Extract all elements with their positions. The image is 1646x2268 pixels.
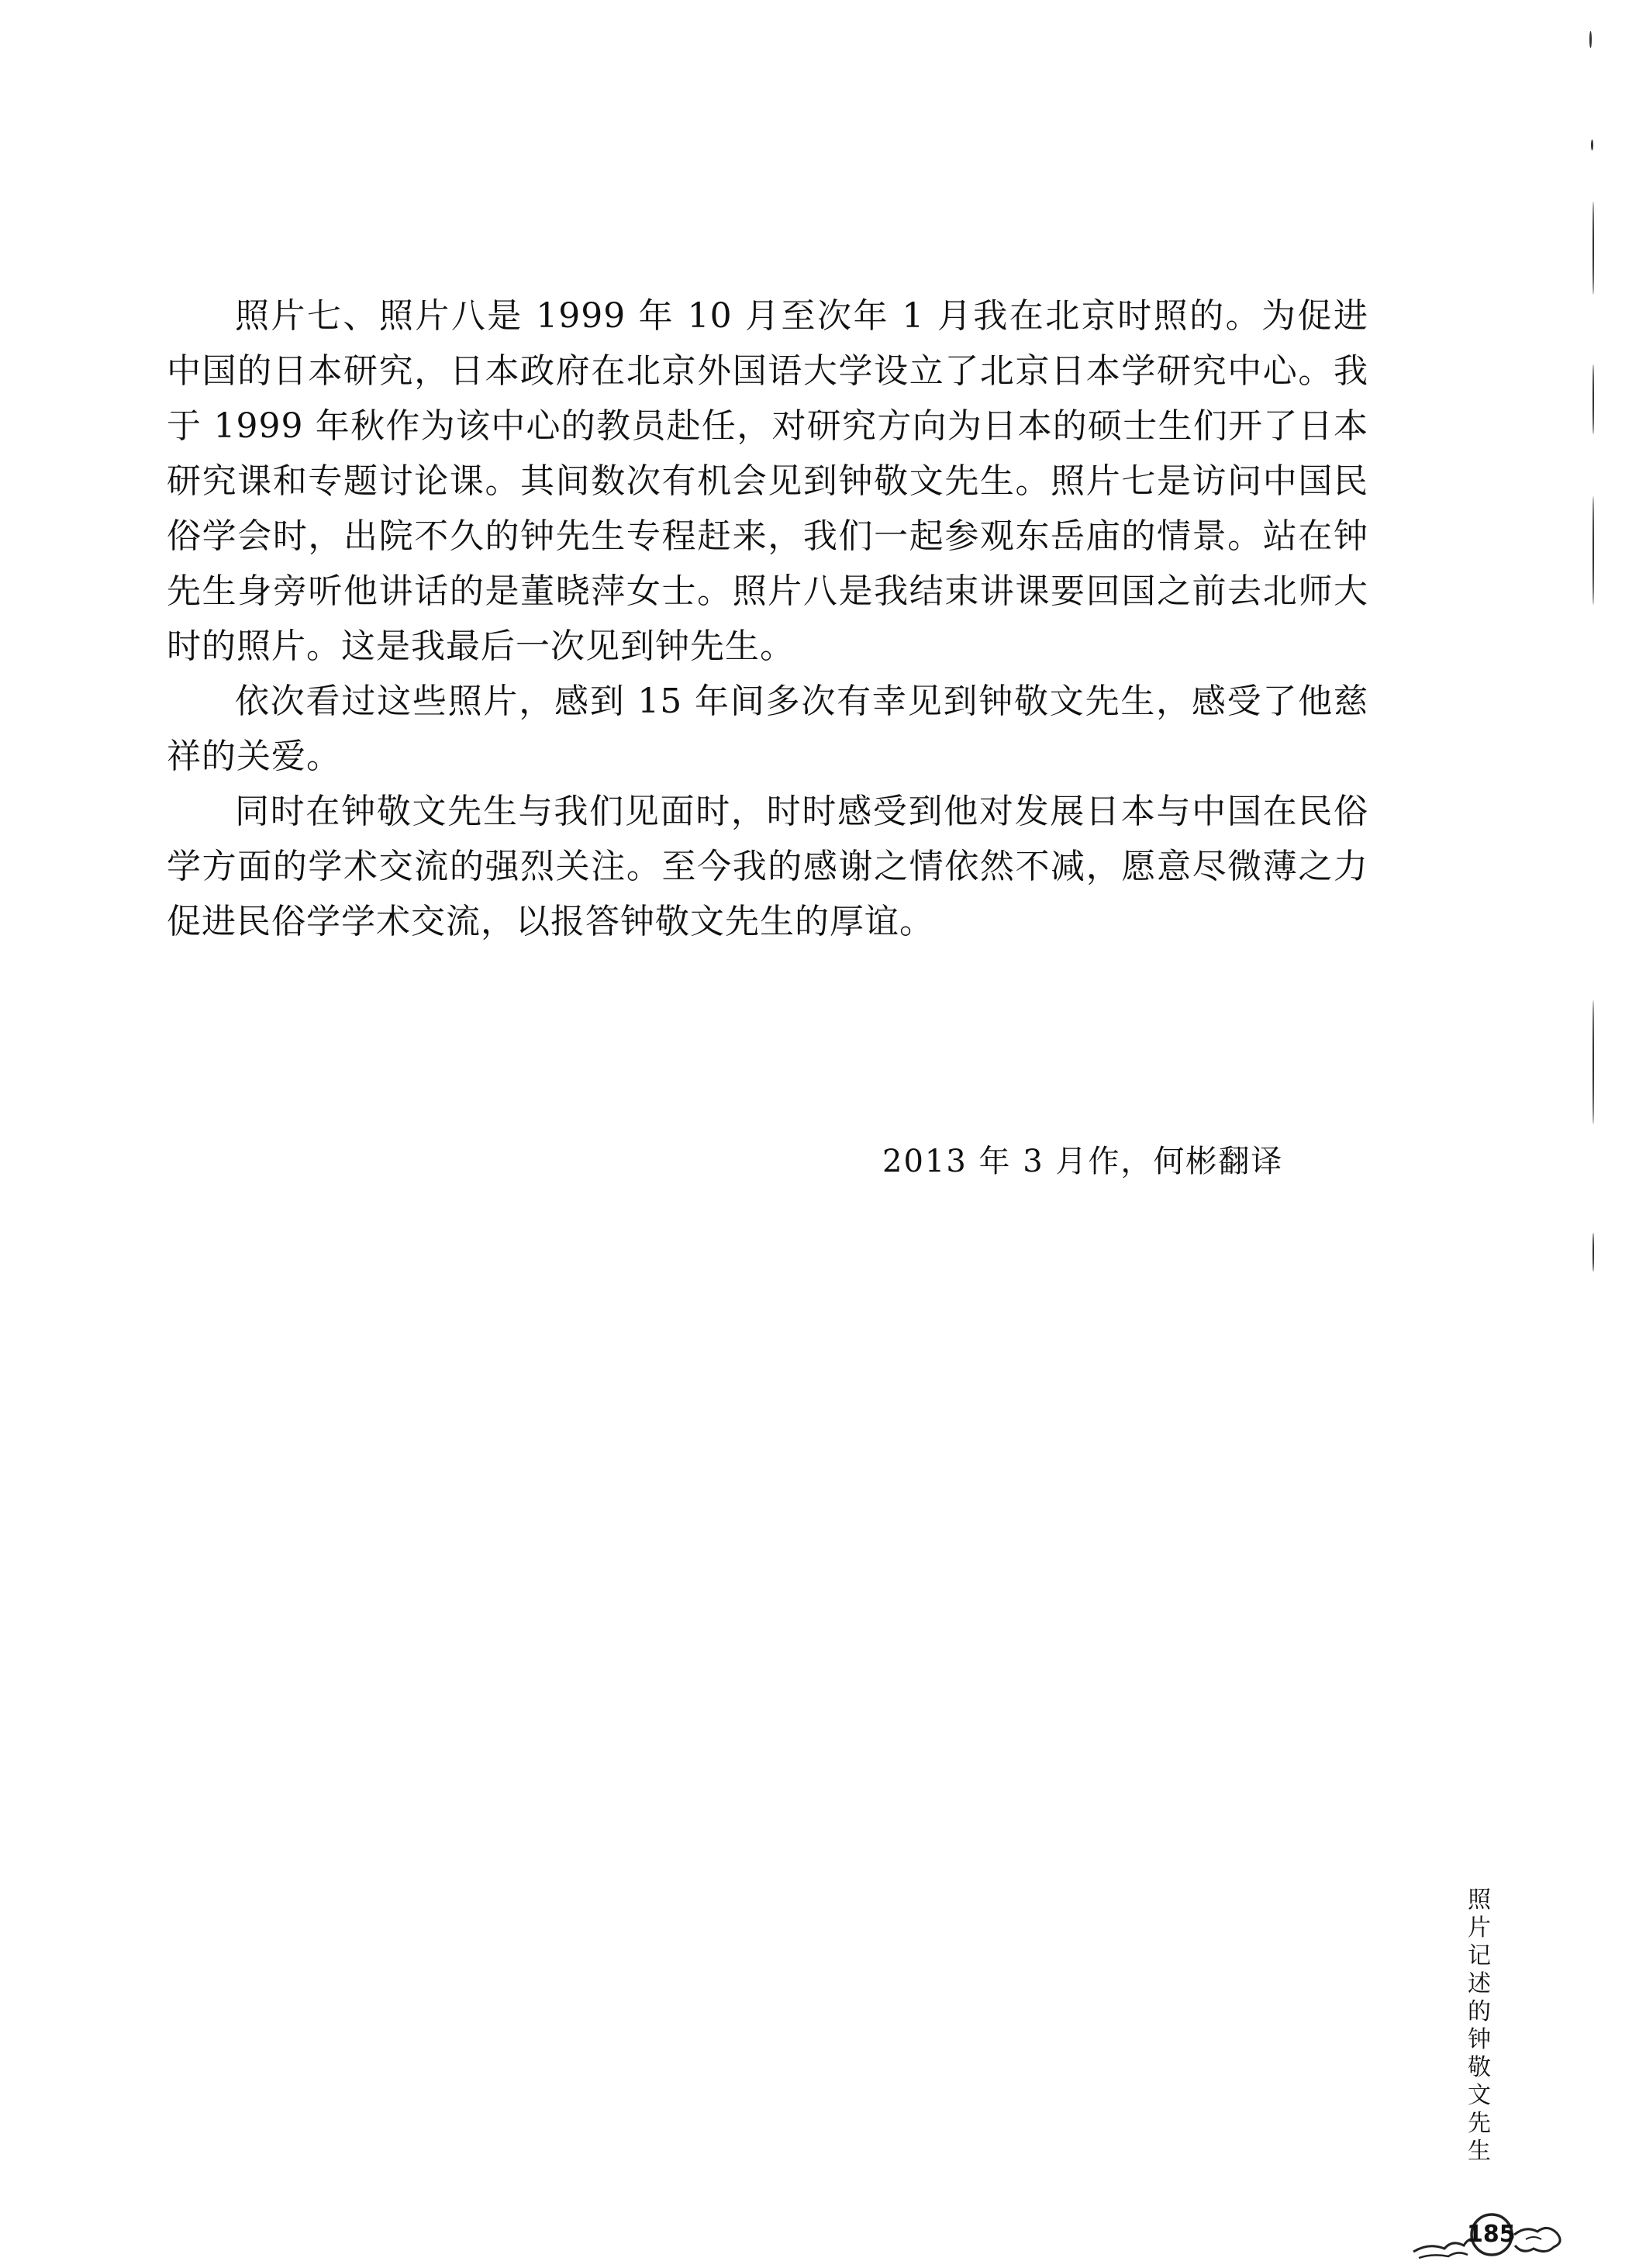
paragraph-2: 依次看过这些照片，感到 15 年间多次有幸见到钟敬文先生，感受了他慈祥的关爱。 xyxy=(167,682,1368,776)
running-title-vertical: 照片记述的钟敬文先生 xyxy=(1468,1887,1491,2165)
paragraph-3: 同时在钟敬文先生与我们见面时，时时感受到他对发展日本与中国在民俗学方面的学术交流的强烈关注。至今我的感谢之情依然不减，愿意尽微薄之力促进民俗学学术交流，以报答钟敬文先生的厚谊。 xyxy=(167,792,1368,941)
page-number: 185 xyxy=(1467,2221,1516,2248)
signature-line: 2013 年 3 月作，何彬翻译 xyxy=(882,1144,1284,1179)
body-text xyxy=(167,288,1368,949)
paragraph-1: 照片七、照片八是 1999 年 10 月至次年 1 月我在北京时照的。为促进中国的日本研究，日本政府在北京外国语大学设立了北京日本学研究中心。我于 1999 年秋作为该中心的教员赴任，对研究方向为日本的硕士生们开了日本研究课和专题讨论课。其间数次有机会见到钟敬文先生。照片七是访问中国民俗学会时，出院不久的钟先生专程赶来，我们一起参观东岳庙的情景。站在钟先生身旁听他讲话的是董晓萍女士。照片八是我结束讲课要回国之前去北师大时的照片。这是我最后一次见到钟先生。 xyxy=(167,296,1368,666)
scan-edge-marks xyxy=(1582,0,1597,2268)
